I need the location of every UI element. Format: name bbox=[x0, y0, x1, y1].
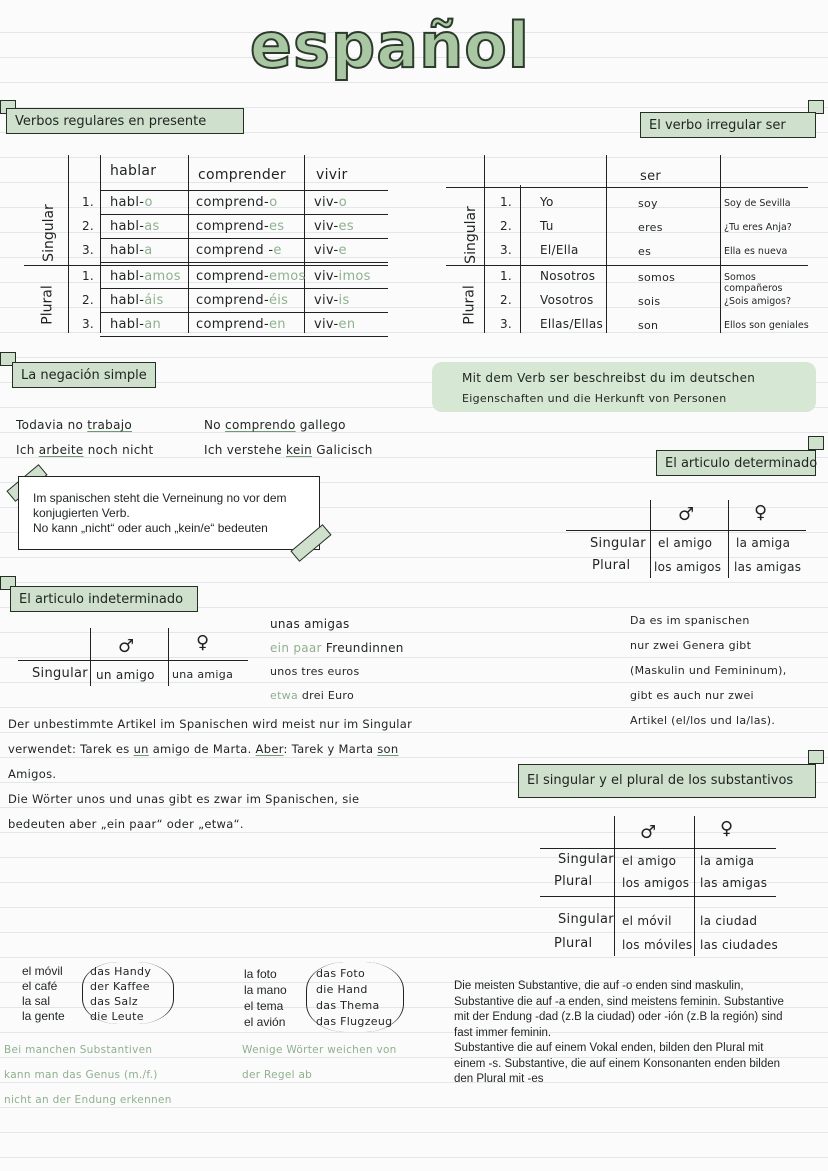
cell: la ciudad bbox=[700, 914, 758, 928]
row-label: Singular bbox=[558, 852, 614, 867]
negacion-header: La negación simple bbox=[12, 362, 156, 388]
note-line: nur zwei Genera gibt bbox=[630, 639, 752, 652]
example: Ellos son geniales bbox=[724, 320, 809, 331]
cell-vivir: viv-e bbox=[314, 243, 347, 258]
cell: la amiga bbox=[700, 854, 755, 868]
row-number: 2. bbox=[500, 219, 513, 233]
row-label: Singular bbox=[558, 912, 614, 927]
male-icon: ♂ bbox=[678, 504, 695, 525]
ser-singular-label: Singular bbox=[462, 206, 479, 264]
text-line: Der unbestimmte Artikel im Spanischen wird meist nur im Singular bbox=[8, 717, 413, 731]
cell-comprender: comprend-es bbox=[196, 219, 285, 234]
row-label: Plural bbox=[554, 936, 593, 951]
word: das Thema bbox=[316, 999, 380, 1012]
text-line: Die meisten Substantive, die auf -o enden sind maskulin, bbox=[454, 980, 744, 992]
text-line: Substantive die auf einem Vokal enden, bilden den Plural mit bbox=[454, 1042, 764, 1054]
example: Soy de Sevilla bbox=[724, 198, 791, 209]
cell: los amigos bbox=[622, 876, 690, 890]
row-number: 3. bbox=[82, 317, 95, 331]
cell-comprender: comprend-éis bbox=[196, 293, 289, 308]
genus-note-right bbox=[242, 1038, 397, 1088]
female-icon: ♀ bbox=[754, 502, 768, 523]
note-line: (Maskulin und Femininum), bbox=[630, 664, 787, 677]
text-line: Substantive die auf -a enden, sind meistens feminin. Substantive bbox=[454, 995, 784, 1008]
row-number: 1. bbox=[500, 195, 513, 209]
note-line: konjugierten Verb. bbox=[33, 506, 130, 520]
note-line: Bei manchen Substantiven bbox=[4, 1044, 153, 1056]
word: la gente bbox=[22, 1009, 65, 1023]
art-det-note bbox=[630, 608, 787, 733]
negacion-note-box bbox=[18, 476, 320, 550]
row-number: 1. bbox=[82, 195, 95, 209]
text-line: fast immer feminin. bbox=[454, 1026, 552, 1039]
example-line: etwa drei Euro bbox=[270, 689, 355, 702]
page-title: español bbox=[249, 9, 531, 82]
cell: el amigo bbox=[622, 854, 677, 868]
pronoun: Vosotros bbox=[540, 293, 594, 307]
word: das Flugzeug bbox=[316, 1015, 393, 1028]
table-row bbox=[440, 215, 810, 239]
art-indet-header: El articulo indeterminado bbox=[10, 586, 198, 612]
sustantivos-table bbox=[540, 816, 780, 958]
row-number: 3. bbox=[500, 317, 513, 331]
word: el tema bbox=[244, 999, 284, 1013]
col-comprender: comprender bbox=[198, 167, 286, 183]
word: el avión bbox=[244, 1015, 286, 1029]
ser-header: El verbo irregular ser bbox=[640, 112, 816, 138]
cell-hablar: habl-as bbox=[110, 219, 160, 234]
cell-comprender: comprend -e bbox=[196, 243, 282, 258]
text-line: Die Wörter unos und unas gibt es zwar im Spanischen, sie bbox=[8, 792, 360, 806]
text-line: mit der Endung -dad (z.B la ciudad) oder -ión (z.B la región) sind bbox=[454, 1011, 783, 1023]
pronoun: Nosotros bbox=[540, 269, 596, 283]
word: das Handy bbox=[90, 965, 152, 978]
text-line: bedeuten aber „ein paar“ oder „etwa“. bbox=[8, 817, 244, 831]
ser-form: eres bbox=[638, 221, 663, 234]
cell: las amigas bbox=[700, 876, 768, 890]
col-hablar: hablar bbox=[110, 163, 157, 179]
art-det-header: El articulo determinado bbox=[656, 450, 816, 476]
col-vivir: vivir bbox=[316, 167, 348, 183]
ser-note-line: Eigenschaften und die Herkunft von Personen bbox=[462, 392, 727, 405]
note-line: Im spanischen steht die Verneinung no vor dem bbox=[33, 491, 287, 505]
cell-comprender: comprend-emos bbox=[196, 269, 306, 284]
text-line: Amigos. bbox=[8, 767, 57, 781]
verbos-table bbox=[20, 155, 390, 335]
table-row bbox=[440, 265, 810, 294]
row-number: 1. bbox=[500, 269, 513, 283]
pronoun: Ellas/Ellas bbox=[540, 317, 604, 331]
col-ser: ser bbox=[640, 169, 662, 184]
pronoun: Tu bbox=[540, 219, 554, 233]
word: der Kaffee bbox=[90, 980, 150, 993]
header-tab bbox=[808, 750, 824, 764]
cell-vivir: viv-is bbox=[314, 293, 350, 308]
word: la foto bbox=[244, 967, 277, 981]
table-row bbox=[540, 910, 780, 932]
sustantivos-header: El singular y el plural de los substantivos bbox=[518, 764, 816, 798]
example-line: unas amigas bbox=[270, 617, 350, 631]
cell: las ciudades bbox=[700, 938, 779, 952]
cell: el amigo bbox=[658, 536, 713, 550]
cell-hablar: habl-o bbox=[110, 195, 153, 210]
ser-note-box bbox=[432, 362, 816, 412]
neg-ex2-es: No comprendo gallego bbox=[204, 418, 346, 432]
cell: los amigos bbox=[654, 560, 722, 574]
pronoun: Yo bbox=[540, 195, 554, 209]
female-icon: ♀ bbox=[196, 632, 210, 653]
cell: una amiga bbox=[172, 668, 234, 681]
table-row bbox=[20, 239, 390, 263]
table-row bbox=[540, 934, 780, 956]
row-label: Singular bbox=[590, 536, 646, 551]
note-line: der Regel ab bbox=[242, 1069, 313, 1081]
genus-left-de bbox=[90, 964, 151, 1024]
word: la sal bbox=[22, 994, 51, 1008]
text-line: verwendet: Tarek es un amigo de Marta. Aber: Tarek y Marta son bbox=[8, 742, 399, 756]
art-indet-text bbox=[8, 712, 448, 837]
note-line: kann man das Genus (m./f.) bbox=[4, 1069, 158, 1081]
male-icon: ♂ bbox=[640, 822, 657, 843]
ser-form: es bbox=[638, 245, 652, 258]
row-label: Plural bbox=[592, 558, 631, 573]
header-tab bbox=[808, 436, 824, 450]
table-row bbox=[440, 313, 810, 337]
plural-examples bbox=[270, 612, 404, 708]
neg-ex2-de: Ich verstehe kein Galicisch bbox=[204, 443, 373, 457]
word: die Leute bbox=[90, 1010, 144, 1023]
row-number: 2. bbox=[82, 293, 95, 307]
note-line: nicht an der Endung erkennen bbox=[4, 1094, 172, 1106]
male-icon: ♂ bbox=[118, 636, 135, 657]
table-row bbox=[20, 191, 390, 215]
genus-note-left bbox=[4, 1038, 172, 1113]
ser-form: somos bbox=[638, 271, 676, 284]
ser-table bbox=[440, 155, 810, 335]
cell: la amiga bbox=[736, 536, 791, 550]
example-line: ein paar Freundinnen bbox=[270, 641, 404, 655]
ser-plural-label: Plural bbox=[461, 285, 478, 325]
ser-note-line: Mit dem Verb ser beschreibst du im deutschen bbox=[462, 371, 756, 385]
singular-label: Singular bbox=[40, 204, 57, 262]
example-line: unos tres euros bbox=[270, 665, 360, 678]
word: die Hand bbox=[316, 983, 368, 996]
ser-form: soy bbox=[638, 197, 658, 210]
cell-comprender: comprend-en bbox=[196, 317, 286, 332]
row-label: Singular bbox=[32, 666, 88, 681]
example: Ella es nueva bbox=[724, 246, 788, 257]
neg-ex1-de: Ich arbeite noch nicht bbox=[16, 443, 154, 457]
cell: el móvil bbox=[622, 914, 672, 928]
note-line: Artikel (el/los und la/las). bbox=[630, 714, 776, 727]
table-row bbox=[20, 265, 390, 289]
note-line: Da es im spanischen bbox=[630, 614, 750, 627]
note-line: Wenige Wörter weichen von bbox=[242, 1044, 397, 1056]
row-number: 2. bbox=[82, 219, 95, 233]
note-line: No kann „nicht“ oder auch „kein/e“ bedeuten bbox=[33, 521, 268, 535]
text-line: den Plural mit -es bbox=[454, 1073, 544, 1085]
cell-hablar: habl-amos bbox=[110, 269, 181, 284]
ser-form: sois bbox=[638, 295, 661, 308]
example: ¿Sois amigos? bbox=[724, 296, 792, 307]
sustantivos-text bbox=[454, 979, 824, 1088]
pronoun: El/Ella bbox=[540, 243, 579, 257]
row-number: 3. bbox=[500, 243, 513, 257]
table-row bbox=[440, 239, 810, 263]
cell-comprender: comprend-o bbox=[196, 195, 278, 210]
table-row bbox=[20, 289, 390, 313]
word: el café bbox=[22, 979, 58, 993]
table-row bbox=[440, 191, 810, 215]
word: la mano bbox=[244, 983, 287, 997]
note-line: gibt es auch nur zwei bbox=[630, 689, 754, 702]
example: ¿Tu eres Anja? bbox=[724, 222, 792, 233]
cell: las amigas bbox=[734, 560, 802, 574]
art-det-table bbox=[566, 500, 806, 580]
word: el móvil bbox=[22, 964, 63, 978]
cell-hablar: habl-a bbox=[110, 243, 153, 258]
word: das Salz bbox=[90, 995, 138, 1008]
table-row bbox=[440, 289, 810, 313]
cell-vivir: viv-en bbox=[314, 317, 356, 332]
genus-right-de bbox=[316, 966, 392, 1030]
neg-ex1-es: Todavia no trabajo bbox=[16, 418, 133, 432]
table-row bbox=[540, 850, 780, 872]
example: Somos compañeros bbox=[724, 272, 783, 294]
cell-vivir: viv-es bbox=[314, 219, 354, 234]
word: das Foto bbox=[316, 967, 366, 980]
cell-vivir: viv-imos bbox=[314, 269, 371, 284]
cell-hablar: habl-an bbox=[110, 317, 162, 332]
table-row bbox=[540, 872, 780, 894]
table-row bbox=[20, 215, 390, 239]
row-number: 1. bbox=[82, 269, 95, 283]
female-icon: ♀ bbox=[720, 818, 734, 839]
cell-hablar: habl-áis bbox=[110, 293, 164, 308]
genus-right-es bbox=[244, 966, 287, 1030]
cell: un amigo bbox=[96, 668, 155, 682]
art-indet-table bbox=[18, 628, 248, 688]
table-row bbox=[20, 313, 390, 337]
row-label: Plural bbox=[554, 874, 593, 889]
genus-left-es bbox=[22, 964, 65, 1024]
cell: los móviles bbox=[622, 938, 693, 952]
verbos-header: Verbos regulares en presente bbox=[6, 108, 244, 134]
row-number: 3. bbox=[82, 243, 95, 257]
plural-label: Plural bbox=[39, 285, 56, 325]
cell-vivir: viv-o bbox=[314, 195, 348, 210]
text-line: einem -s. Substantive, die auf einem Konsonanten enden bilden bbox=[454, 1057, 781, 1070]
row-number: 2. bbox=[500, 293, 513, 307]
ser-form: son bbox=[638, 319, 659, 332]
